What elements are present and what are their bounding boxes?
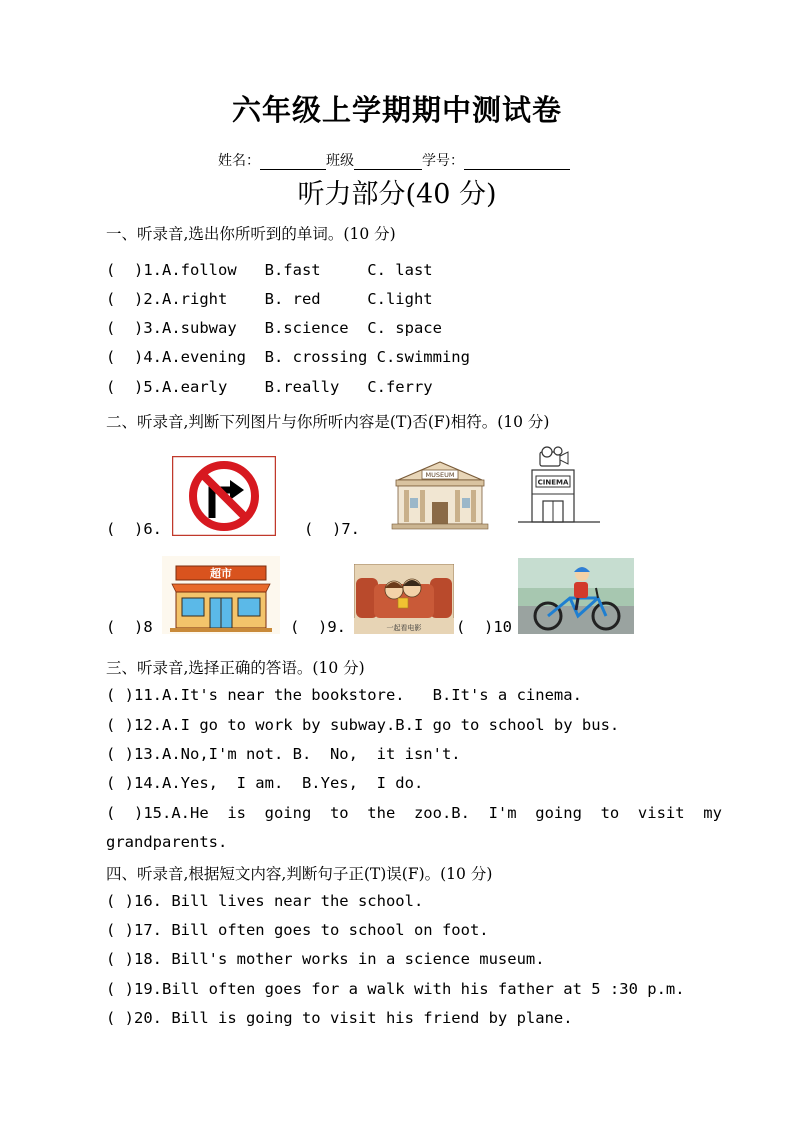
supermarket-sign-text: 超市 <box>210 567 232 580</box>
question-13: ( )13.A.No,I'm not. B. No, it isn't. <box>106 745 461 763</box>
question-12: ( )12.A.I go to work by subway.B.I go to school by bus. <box>106 716 620 734</box>
supermarket-image <box>162 556 280 634</box>
section4-heading: 四、听录音,根据短文内容,判断句子正(T)误(F)。(10 分) <box>106 865 493 883</box>
movie-caption-text: 一起看电影 <box>386 624 422 632</box>
section2-heading: 二、听录音,判断下列图片与你所听内容是(T)否(F)相符。(10 分) <box>106 413 550 431</box>
question-15-continuation: grandparents. <box>106 833 228 851</box>
question-11: ( )11.A.It's near the bookstore. B.It's a cinema. <box>106 686 582 704</box>
question-10-label: ( )10 <box>456 618 512 636</box>
number-label: 学号： <box>422 153 464 169</box>
question-3: ( )3.A.subway B.science C. space <box>106 319 442 337</box>
boy-riding-bike-image <box>518 558 634 634</box>
class-blank[interactable] <box>354 155 422 170</box>
question-14: ( )14.A.Yes, I am. B.Yes, I do. <box>106 774 424 792</box>
number-blank[interactable] <box>464 155 570 170</box>
question-15: ( )15.A.He is going to the zoo.B. I'm going to visit my <box>106 804 722 822</box>
question-16: ( )16. Bill lives near the school. <box>106 892 424 910</box>
question-19: ( )19.Bill often goes for a walk with his father at 5 :30 p.m. <box>106 980 685 998</box>
question-20: ( )20. Bill is going to visit his friend by plane. <box>106 1009 573 1027</box>
question-17: ( )17. Bill often goes to school on foot. <box>106 921 489 939</box>
section3-heading: 三、听录音,选择正确的答语。(10 分) <box>106 659 365 677</box>
question-7-label: ( )7. <box>304 520 360 538</box>
question-18: ( )18. Bill's mother works in a science museum. <box>106 950 545 968</box>
question-4: ( )4.A.evening B. crossing C.swimming <box>106 348 470 366</box>
question-1: ( )1.A.follow B.fast C. last <box>106 261 433 279</box>
museum-building-image <box>390 458 490 536</box>
listening-part-title: 听力部分(40 分) <box>297 179 497 210</box>
question-9-label: ( )9. <box>290 618 346 636</box>
section1-heading: 一、听录音,选出你所听到的单词。(10 分) <box>106 225 396 243</box>
watching-movie-image <box>354 564 454 634</box>
cinema-building-image <box>514 446 604 528</box>
question-2: ( )2.A.right B. red C.light <box>106 290 433 308</box>
page-title: 六年级上学期期中测试卷 <box>231 93 562 127</box>
no-right-turn-sign-image <box>172 456 276 536</box>
cinema-sign-text: CINEMA <box>537 478 569 487</box>
museum-sign-text: MUSEUM <box>425 471 455 479</box>
question-5: ( )5.A.early B.really C.ferry <box>106 378 433 396</box>
name-label: 姓名： <box>218 153 260 169</box>
student-info-line <box>218 150 570 170</box>
name-blank[interactable] <box>260 155 326 170</box>
question-8-label: ( )8 <box>106 618 153 636</box>
class-label: 班级 <box>326 153 354 169</box>
question-6-label: ( )6. <box>106 520 162 538</box>
